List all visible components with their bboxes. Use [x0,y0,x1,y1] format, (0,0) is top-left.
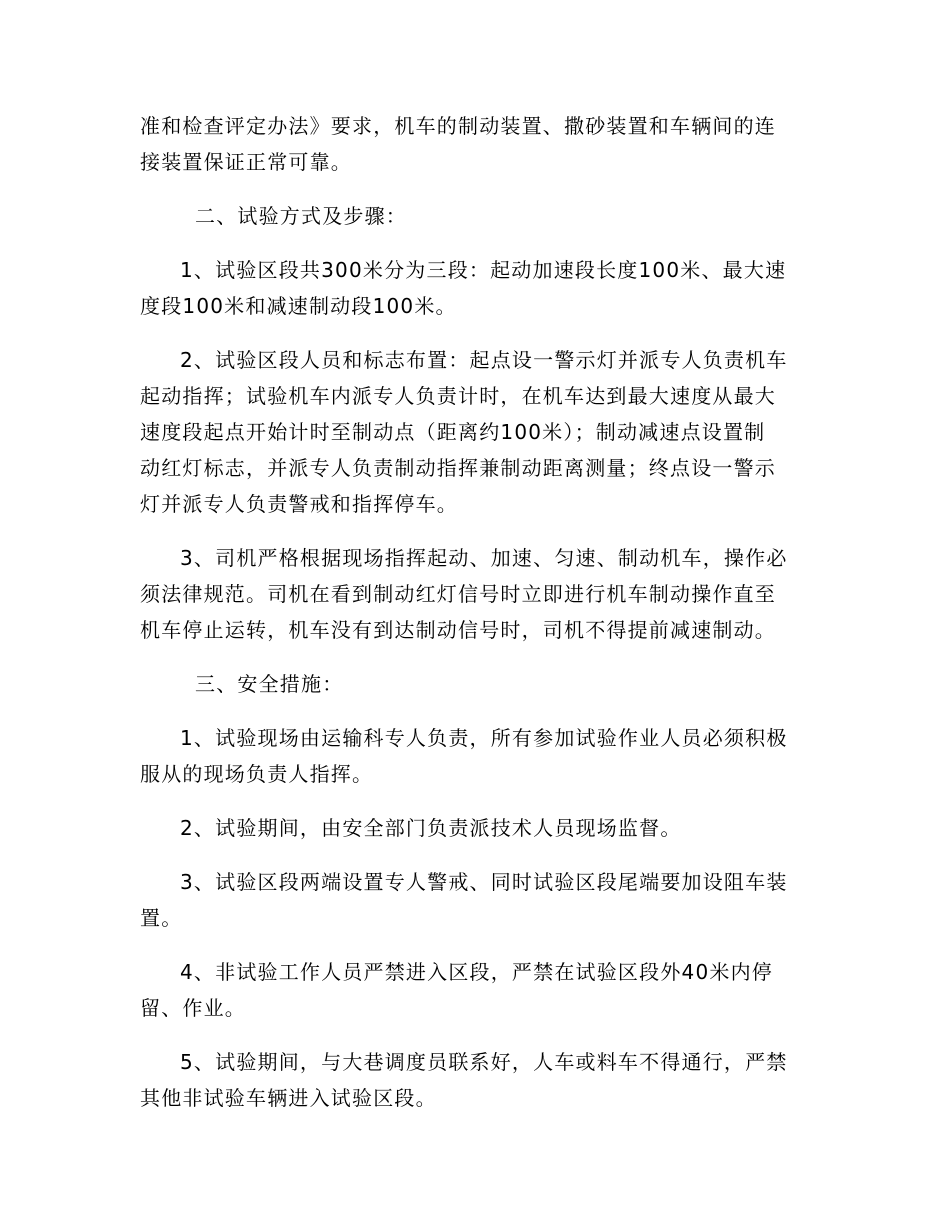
text-line: 1、试验现场由运输科专人负责，所有参加试验作业人员必须积极 [180,726,788,750]
text-line: 其他非试验车辆进入试验区段。 [140,1086,437,1110]
text-line: 机车停止运转，机车没有到达制动信号时，司机不得提前减速制动。 [140,618,776,642]
section-heading-3 [140,666,810,702]
text-line: 动红灯标志，并派专人负责制动指挥兼制动距离测量；终点设一警示 [140,456,776,480]
paragraph-3-4 [140,954,810,1026]
paragraph-3-2 [140,810,810,846]
text-line: 起动指挥；试验机车内派专人负责计时，在机车达到最大速度从最大 [140,384,776,408]
text-line: 2、试验期间，由安全部门负责派技术人员现场监督。 [180,816,682,840]
paragraph-2-1 [140,252,810,324]
text-line: 1、试验区段共300米分为三段：起动加速段长度100米、最大速 [180,258,787,282]
section-heading-2 [140,198,810,234]
paragraph-2-2 [140,342,810,522]
paragraph-2-3 [140,540,810,648]
text-line: 服从的现场负责人指挥。 [140,762,374,786]
paragraph-3-3 [140,864,810,936]
text-line: 留、作业。 [140,996,246,1020]
paragraph-3-1 [140,720,810,792]
paragraph-3-5 [140,1044,810,1116]
text-line: 接装置保证正常可靠。 [140,150,352,174]
text-line: 5、试验期间，与大巷调度员联系好，人车或料车不得通行，严禁 [180,1050,788,1074]
text-line: 置。 [140,906,183,930]
text-line: 速度段起点开始计时至制动点（距离约100米）；制动减速点设置制 [140,420,766,444]
paragraph-continuation [140,108,810,180]
text-line: 3、司机严格根据现场指挥起动、加速、匀速、制动机车，操作必 [180,546,788,570]
text-line: 2、试验区段人员和标志布置：起点设一警示灯并派专人负责机车 [180,348,788,372]
text-line: 须法律规范。司机在看到制动红灯信号时立即进行机车制动操作直至 [140,582,776,606]
text-line: 准和检查评定办法》要求，机车的制动装置、撒砂装置和车辆间的连 [140,114,776,138]
text-line: 灯并派专人负责警戒和指挥停车。 [140,492,458,516]
heading-text: 三、安全措施： [195,672,344,696]
text-line: 4、非试验工作人员严禁进入区段，严禁在试验区段外40米内停 [180,960,773,984]
heading-text: 二、试验方式及步骤： [195,204,407,228]
text-line: 度段100米和减速制动段100米。 [140,294,457,318]
text-line: 3、试验区段两端设置专人警戒、同时试验区段尾端要加设阻车装 [180,870,788,894]
